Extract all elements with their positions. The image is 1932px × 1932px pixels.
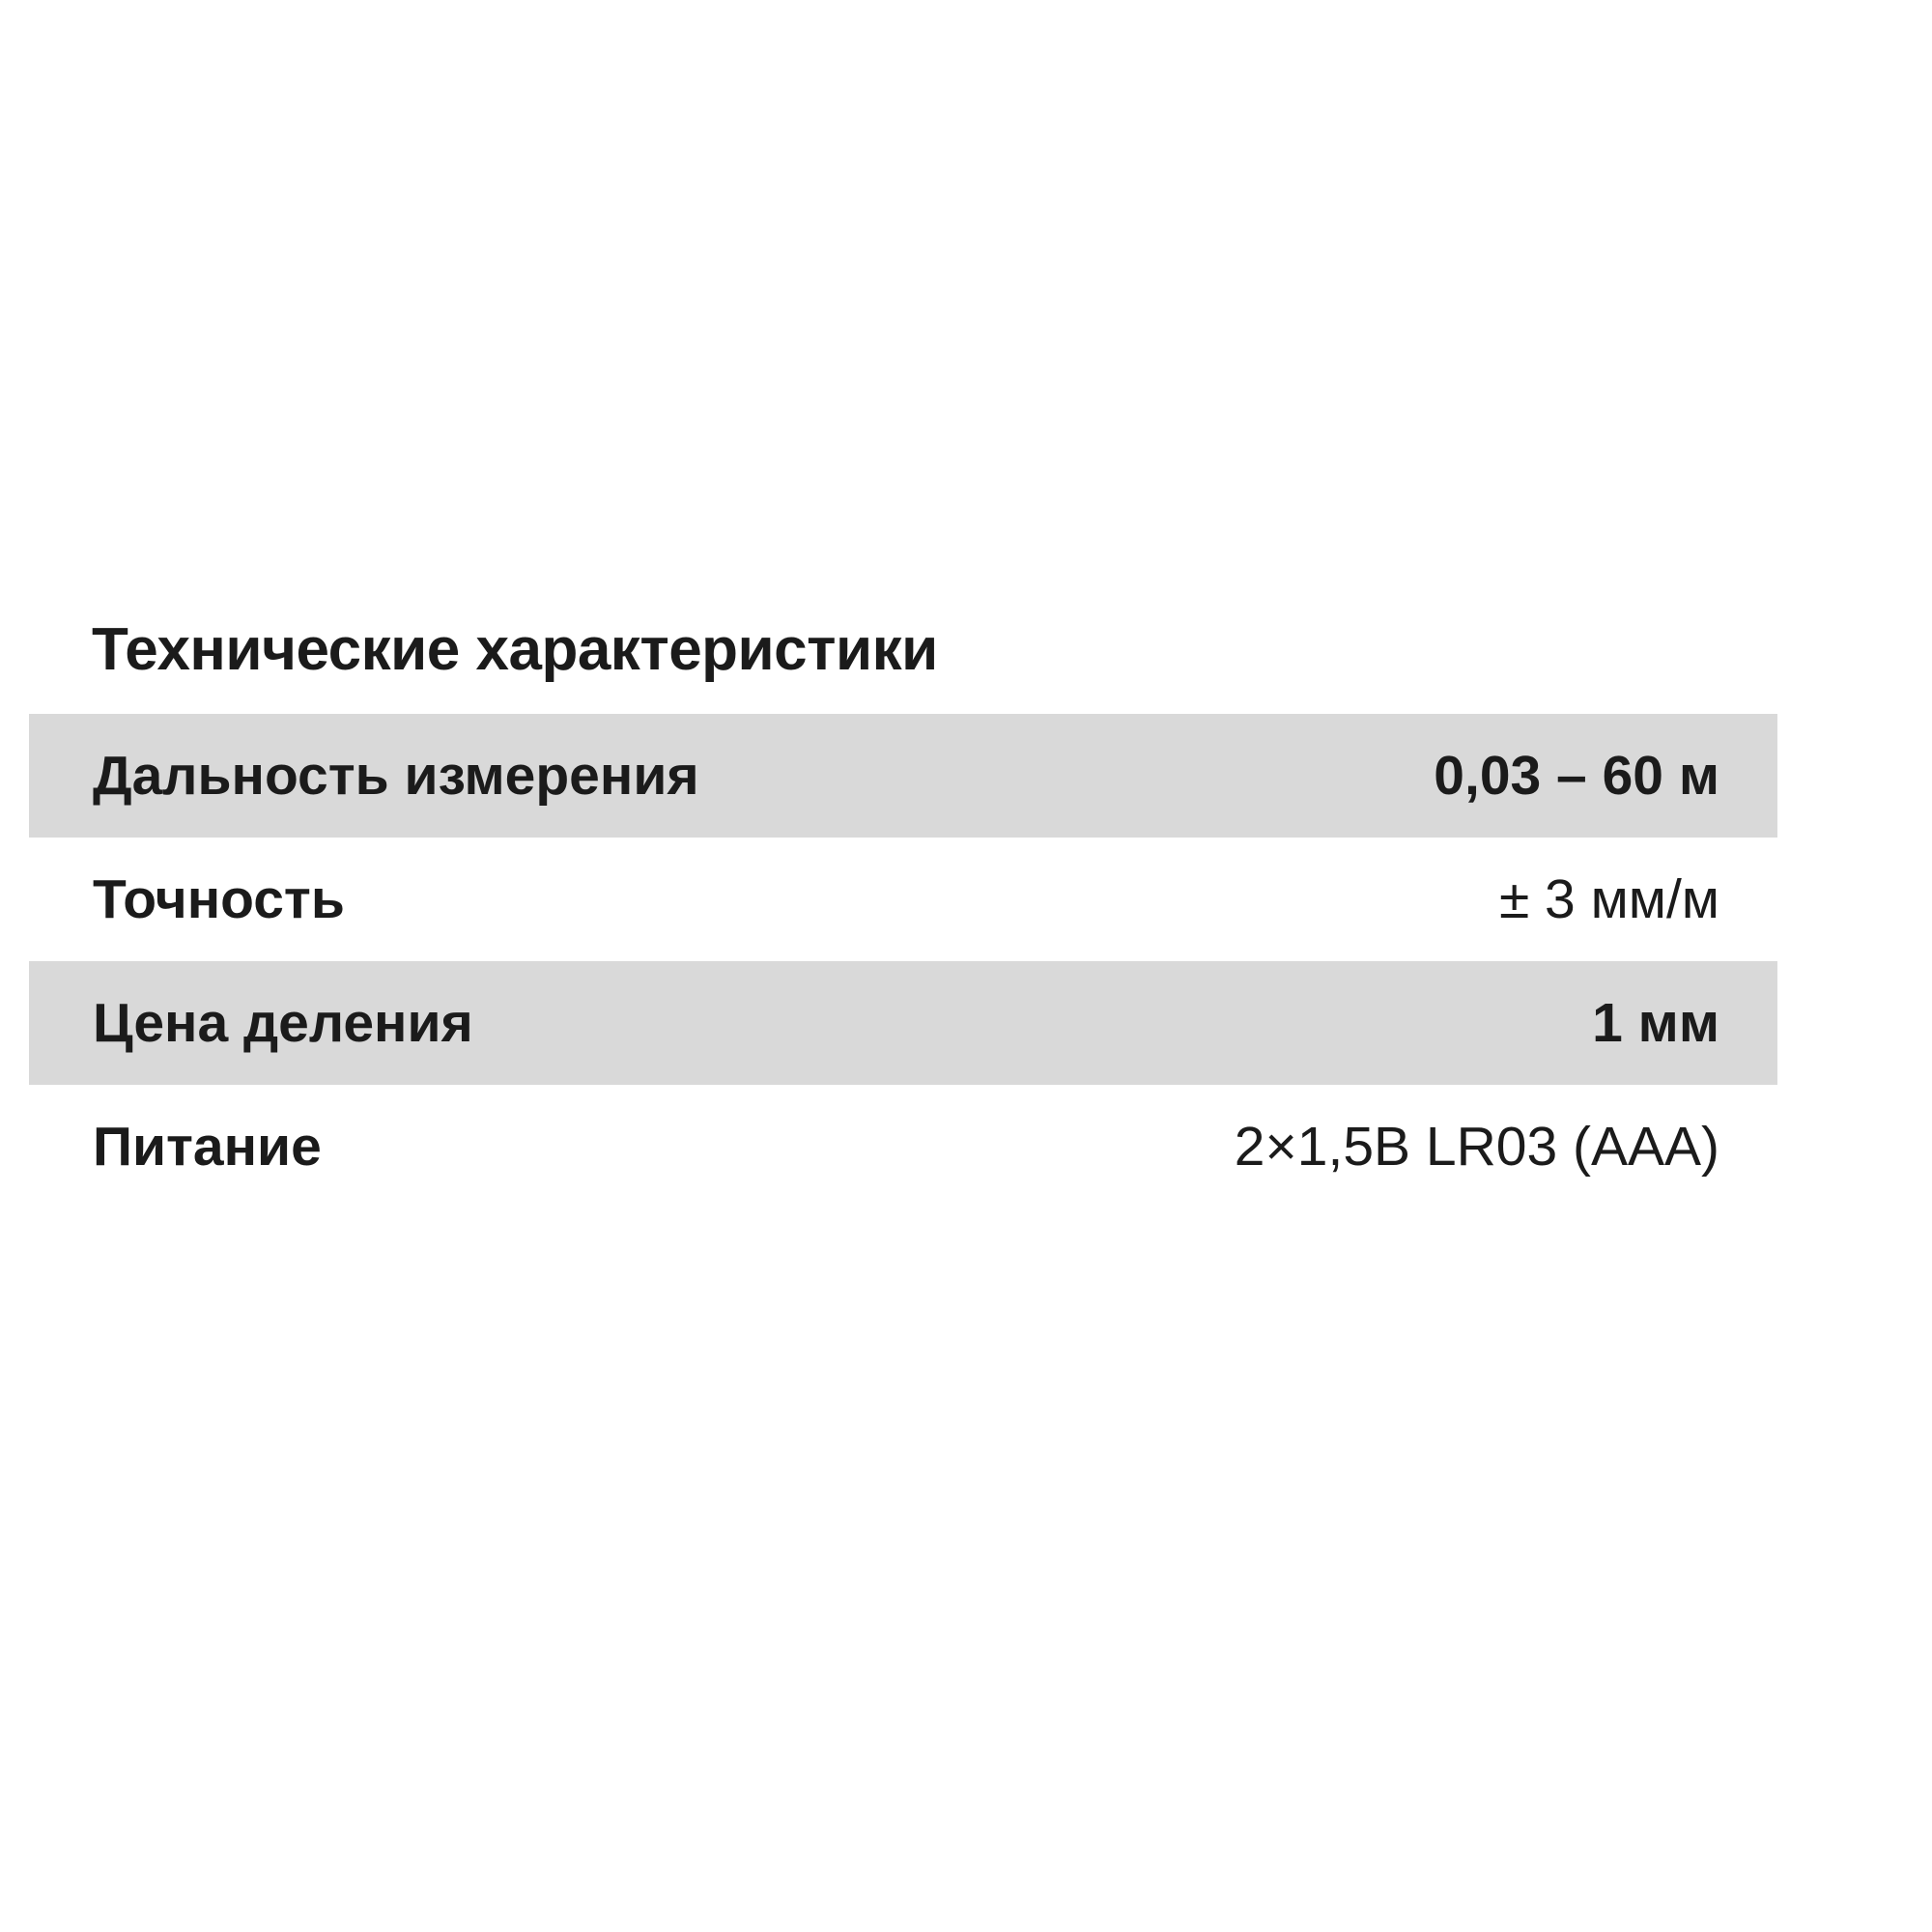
spec-value: 1 мм	[1592, 991, 1719, 1054]
spec-label: Питание	[93, 1115, 322, 1178]
spec-label: Дальность измерения	[93, 744, 699, 807]
table-row	[29, 838, 1777, 961]
spec-label: Цена деления	[93, 991, 473, 1054]
spec-value: ± 3 мм/м	[1498, 867, 1719, 930]
spec-value: 0,03 – 60 м	[1434, 744, 1719, 807]
table-row	[29, 714, 1777, 838]
specifications-table	[29, 714, 1777, 1208]
specifications-panel	[0, 618, 1932, 1208]
spec-value: 2×1,5В LR03 (AAA)	[1234, 1115, 1719, 1178]
table-row	[29, 1085, 1777, 1208]
spec-label: Точность	[93, 867, 345, 930]
page-title: Технические характеристики	[92, 616, 938, 683]
table-row	[29, 961, 1777, 1085]
